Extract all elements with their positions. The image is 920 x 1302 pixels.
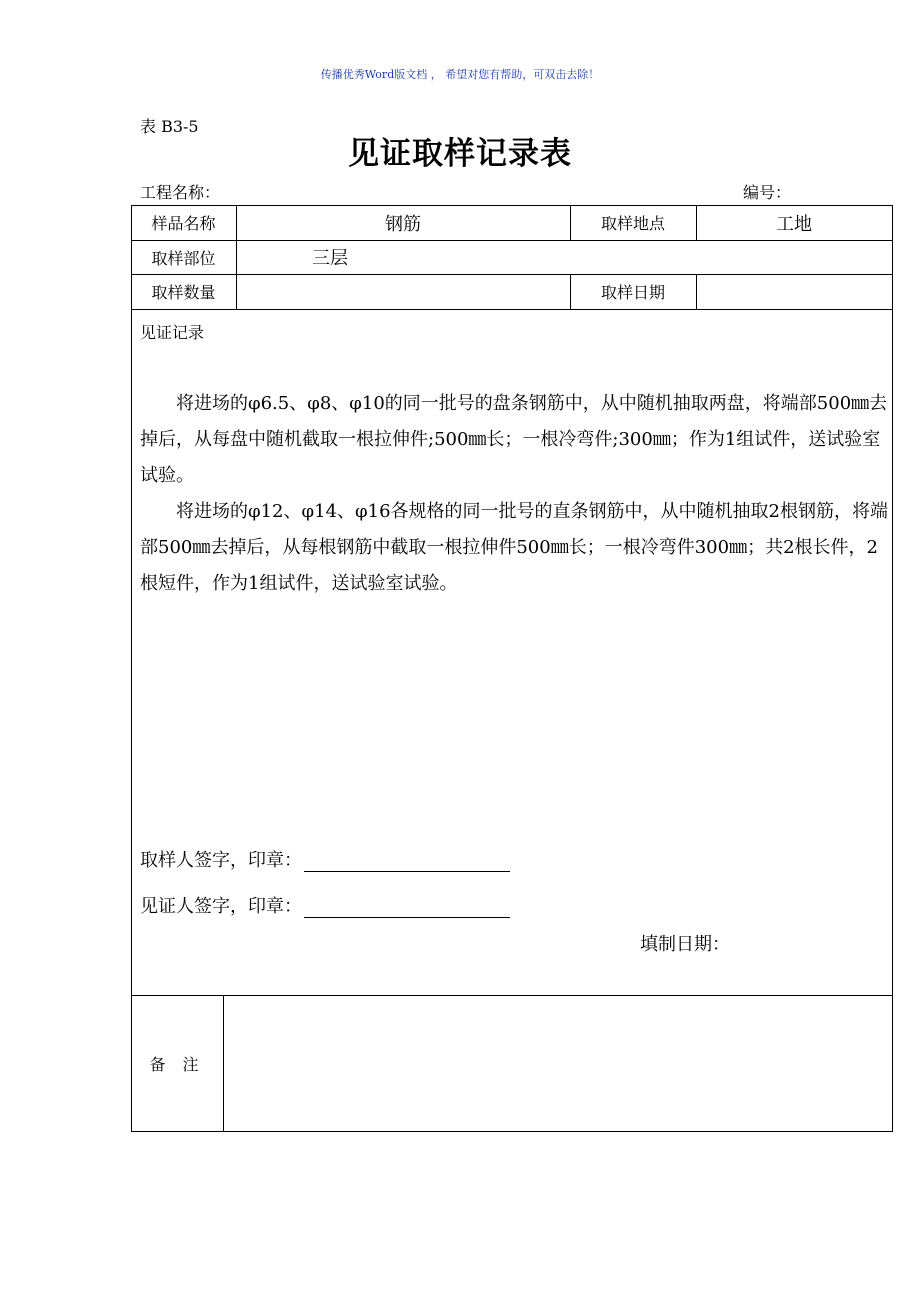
form-code: 表 B3-5: [140, 117, 199, 136]
sampling-date-value: [696, 274, 892, 309]
witness-signature-line[interactable]: [304, 895, 510, 918]
table-border-bottom: [131, 1131, 893, 1132]
table-row-divider: [131, 309, 893, 310]
table-border-left: [131, 205, 132, 1132]
project-name-label: 工程名称：: [140, 183, 221, 202]
sampling-location-value: 工地: [776, 213, 812, 235]
sampling-quantity-label: 取样数量: [151, 283, 216, 302]
sampler-signature-label: 取样人签字，印章：: [140, 850, 302, 871]
witness-record-label: 见证记录: [140, 323, 205, 342]
sampler-signature-line[interactable]: [304, 849, 510, 872]
sampling-part-label: 取样部位: [151, 248, 216, 268]
number-label: 编号：: [743, 183, 792, 202]
sampler-signature-row: [140, 846, 510, 872]
sample-name-label: 样品名称: [151, 214, 216, 233]
sample-name-value: 钢筋: [385, 213, 421, 235]
witness-signature-row: [140, 892, 510, 918]
record-paragraph: 将进场的φ6.5、φ8、φ10的同一批号的盘条钢筋中，从中随机抽取两盘，将端部500㎜去掉后，从每盘中随机截取一根拉伸件;500㎜长；一根冷弯件;300㎜；作为1组试件，送试验室试验。: [140, 393, 888, 486]
table-border-right: [892, 205, 893, 1132]
page-title: 见证取样记录表: [348, 136, 572, 172]
sampling-location-label: 取样地点: [600, 214, 665, 233]
sampling-part-value: 三层: [312, 248, 348, 269]
record-paragraph: 将进场的φ12、φ14、φ16各规格的同一批号的直条钢筋中，从中随机抽取2根钢筋，将端部500㎜去掉后，从每根钢筋中截取一根拉伸件500㎜长；一根冷弯件300㎜；共2根长件，2根短件，作为1组试件，送试验室试验。: [140, 501, 888, 594]
fill-date-label: 填制日期：: [640, 934, 730, 955]
remarks-content: [224, 996, 892, 1131]
sampling-date-label: 取样日期: [600, 283, 665, 302]
sampling-quantity-value: [236, 274, 570, 309]
remarks-label: 备 注: [149, 1054, 205, 1074]
witness-signature-label: 见证人签字，印章：: [140, 896, 302, 917]
watermark-banner: 传播优秀Word版文档 ， 希望对您有帮助，可双击去除！: [320, 68, 600, 81]
